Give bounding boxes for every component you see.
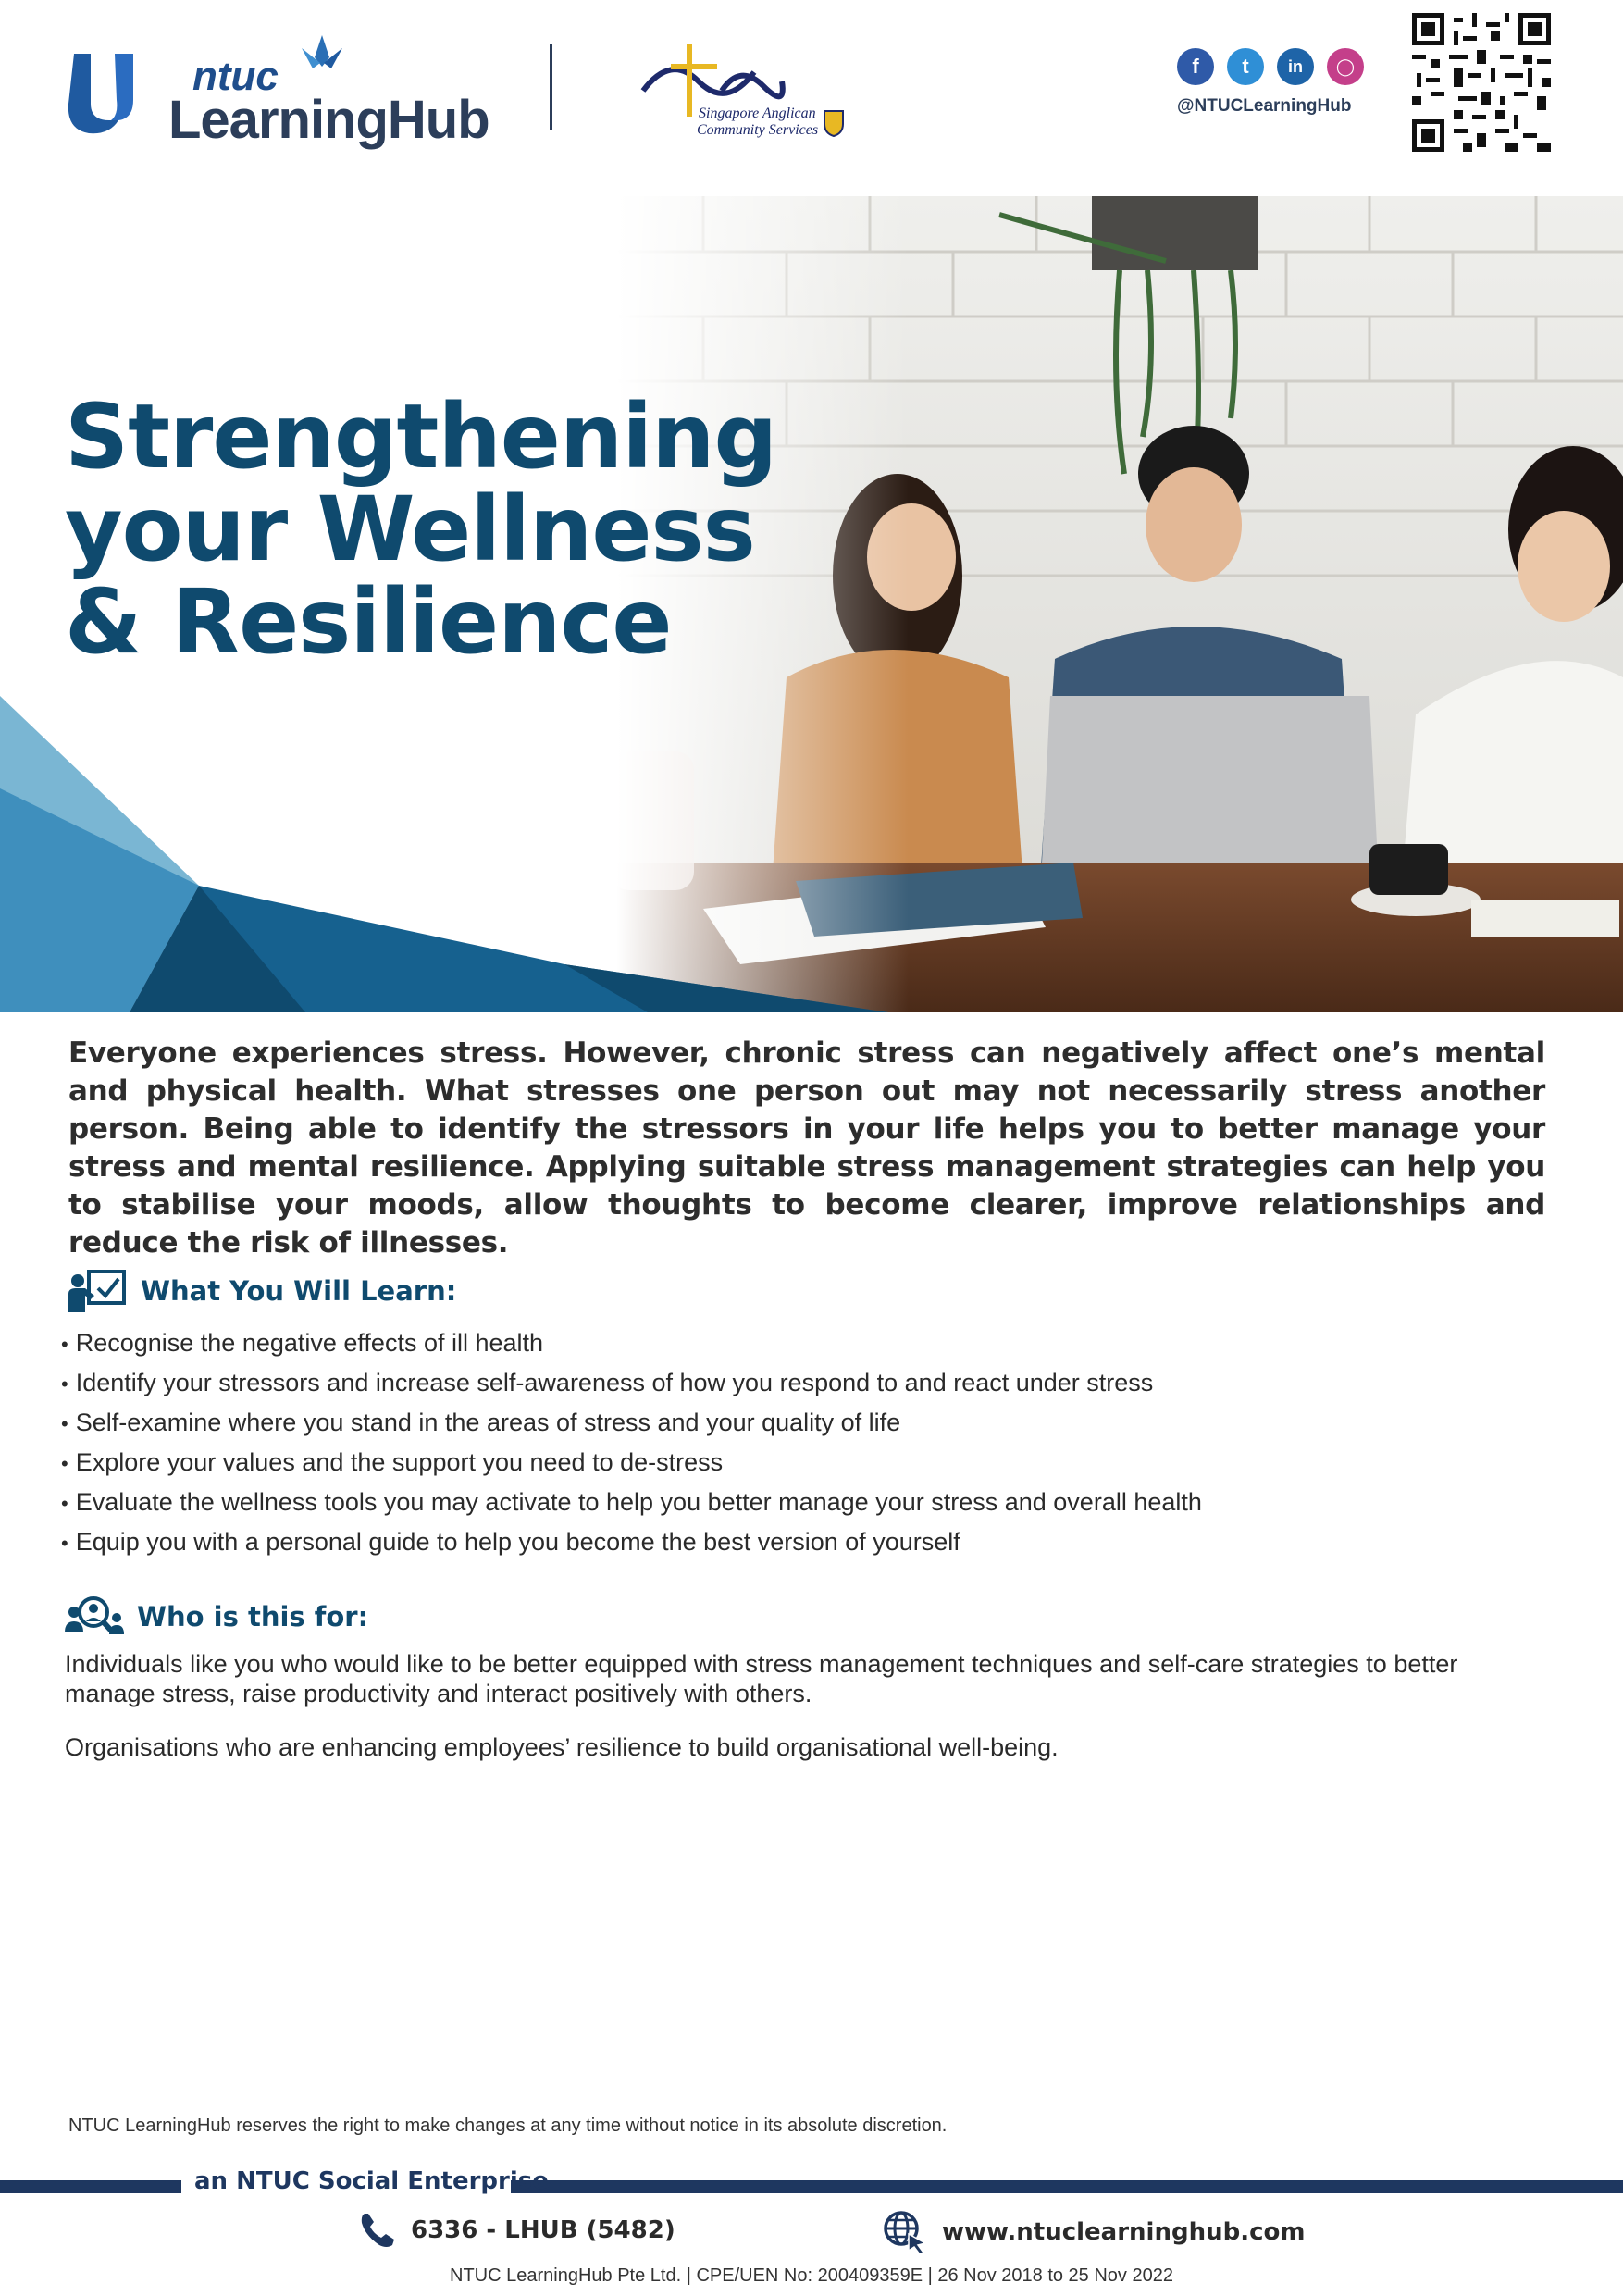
sacs-subtitle-line1: Singapore Anglican [699, 105, 816, 121]
learn-list [61, 1323, 1560, 1562]
sacs-subtitle-line2: Community Services [697, 122, 819, 138]
bird-icon [294, 30, 350, 85]
enterprise-label: an NTUC Social Enterprise [194, 2167, 549, 2195]
people-search-icon [63, 1594, 124, 1640]
audience-paragraph-individuals: Individuals like you who would like to be better equipped with stress management techniques and self-care strategies to better manage stress, raise productivity and interact positively with others. [65, 1650, 1458, 1707]
website-url: www.ntuclearninghub.com [942, 2218, 1306, 2246]
learninghub-label: LearningHub [168, 90, 489, 150]
title-line-1: Strengthening [65, 385, 777, 489]
learn-item: • Equip you with a personal guide to help you become the best version of yourself [61, 1522, 1560, 1562]
intro-paragraph: Everyone experiences stress. However, chronic stress can negatively affect one’s mental and physical health. What stresses one person out may not necessarily stress another person. Being able to identify the stressors in your life helps you to better manage your stress and mental resilience. Applying suitable stress management strategies can help you to stabilise your moods, allow thoughts to become clearer, improve relationships and reduce the risk of illnesses. [68, 1036, 1545, 1260]
globe-cursor-icon [883, 2210, 929, 2254]
title-line-3: & Resilience [65, 570, 672, 674]
footer-rule-left [0, 2180, 181, 2193]
ntuc-learninghub-logo[interactable] [63, 28, 489, 150]
title-line-2: your Wellness [65, 478, 755, 581]
ntuc-label: ntuc [192, 54, 279, 99]
learn-item: • Identify your stressors and increase self-awareness of how you respond to and react under stress [61, 1363, 1560, 1403]
legal-line: NTUC LearningHub Pte Ltd. | CPE/UEN No: 200409359E | 26 Nov 2018 to 25 Nov 2022 [450, 2265, 1173, 2286]
logo-divider [550, 44, 552, 130]
disclaimer-text: NTUC LearningHub reserves the right to make changes at any time without notice in its absolute discretion. [68, 2116, 948, 2136]
website-contact[interactable] [883, 2210, 1305, 2254]
learn-section-heading [67, 1268, 456, 1314]
twitter-icon[interactable]: t [1227, 48, 1264, 85]
learn-item: • Self-examine where you stand in the areas of stress and your quality of life [61, 1403, 1560, 1443]
audience-section-heading [63, 1594, 368, 1640]
phone-icon [357, 2210, 398, 2251]
qr-code-icon[interactable] [1412, 13, 1551, 152]
learn-item: • Explore your values and the support you need to de-stress [61, 1443, 1560, 1483]
sacs-logo[interactable] [625, 35, 865, 146]
page-title [65, 385, 777, 674]
presenter-board-icon [67, 1268, 128, 1314]
audience-paragraph-organisations: Organisations who are enhancing employees’ resilience to build organisational well-being. [65, 1733, 1059, 1761]
learn-item: • Recognise the negative effects of ill health [61, 1323, 1560, 1363]
facebook-icon[interactable]: f [1177, 48, 1214, 85]
social-links [1177, 48, 1381, 122]
audience-section-title: Who is this for: [137, 1601, 369, 1632]
learninghub-u-mark-icon [63, 46, 165, 139]
footer-rule-right [511, 2180, 1623, 2193]
hero-banner [0, 196, 1623, 1012]
crest-icon [823, 109, 845, 137]
learn-item: • Evaluate the wellness tools you may activate to help you better manage your stress and overall health [61, 1483, 1560, 1522]
instagram-icon[interactable]: ◯ [1327, 48, 1364, 85]
page-header [0, 0, 1623, 194]
phone-contact[interactable] [357, 2210, 675, 2251]
phone-number: 6336 - LHUB (5482) [411, 2216, 675, 2244]
linkedin-icon[interactable]: in [1277, 48, 1314, 85]
learn-section-title: What You Will Learn: [141, 1275, 457, 1307]
social-handle: @NTUCLearningHub [1177, 96, 1352, 116]
